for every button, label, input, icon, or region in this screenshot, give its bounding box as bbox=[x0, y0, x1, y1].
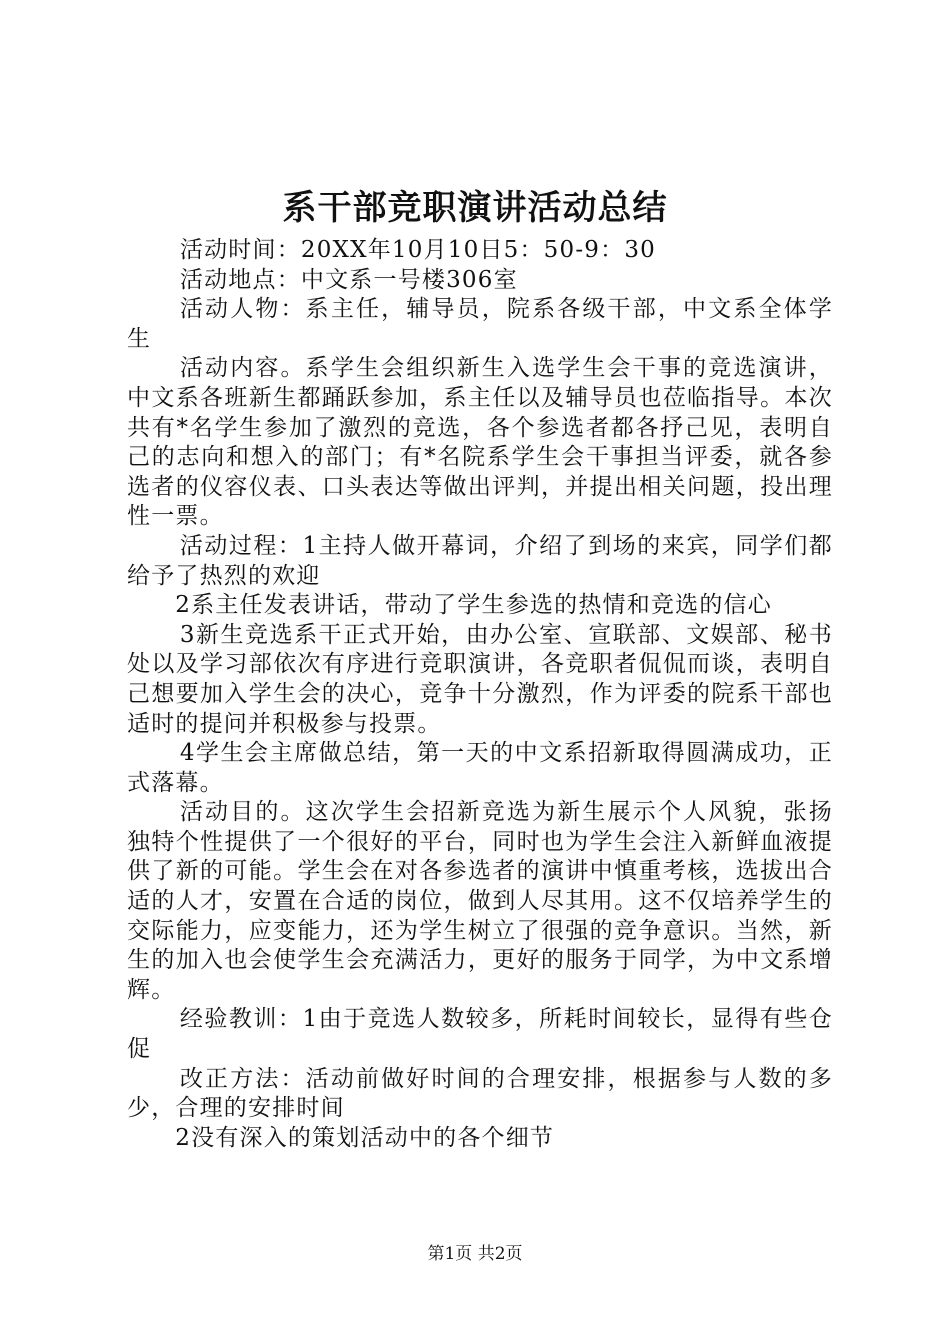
paragraph-activity-process-4: 4学生会主席做总结，第一天的中文系招新取得圆满成功，正式落幕。 bbox=[127, 740, 833, 796]
paragraph-activity-purpose: 活动目的。这次学生会招新竞选为新生展示个人风貌，张扬独特个性提供了一个很好的平台，同时也为学生会注入新鲜血液提供了新的可能。学生会在对各参选者的演讲中慎重考核，选拔出合适的人才，安置在合适的岗位，做到人尽其用。这不仅培养学生的交际能力，应变能力，还为学生树立了很强的竞争意识。当然，新生的加入也会使学生会充满活力，更好的服务于同学，为中文系增辉。 bbox=[127, 799, 833, 1003]
document-title: 系干部竞职演讲活动总结 bbox=[282, 188, 668, 228]
paragraph-activity-location: 活动地点：中文系一号楼306室 bbox=[179, 266, 518, 293]
document-body bbox=[127, 236, 833, 1153]
paragraph-activity-people: 活动人物：系主任，辅导员，院系各级干部，中文系全体学生 bbox=[127, 296, 833, 352]
paragraph-activity-process-2: 2系主任发表讲话，带动了学生参选的热情和竞选的信心 bbox=[175, 592, 772, 619]
paragraph-activity-process-1: 活动过程：1主持人做开幕词，介绍了到场的来宾，同学们都给予了热烈的欢迎 bbox=[127, 532, 833, 589]
paragraph-activity-process-3: 3新生竞选系干正式开始，由办公室、宣联部、文娱部、秘书处以及学习部依次有序进行竞职演讲，各竞职者侃侃而谈，表明自己想要加入学生会的决心，竞争十分激烈，作为评委的院系干部也适时的提问并积极参与投票。 bbox=[127, 621, 833, 737]
paragraph-correction-method: 改正方法：活动前做好时间的合理安排，根据参与人数的多少，合理的安排时间 bbox=[127, 1065, 833, 1122]
paragraph-lessons-1: 经验教训：1由于竞选人数较多，所耗时间较长，显得有些仓促 bbox=[127, 1006, 833, 1063]
paragraph-activity-time: 活动时间：20XX年10月10日5：50-9：30 bbox=[179, 237, 657, 263]
paragraph-activity-content: 活动内容。系学生会组织新生入选学生会干事的竞选演讲，中文系各班新生都踊跃参加，系主任以及辅导员也莅临指导。本次共有*名学生参加了激烈的竞选，各个参选者都各抒己见，表明自己的志向和想入的部门；有*名院系学生会干事担当评委，就各参选者的仪容仪表、口头表达等做出评判，并提出相关问题，投出理性一票。 bbox=[127, 355, 833, 530]
page-number: 第1页 共2页 bbox=[427, 1244, 523, 1264]
paragraph-lessons-2: 2没有深入的策划活动中的各个细节 bbox=[175, 1124, 555, 1151]
